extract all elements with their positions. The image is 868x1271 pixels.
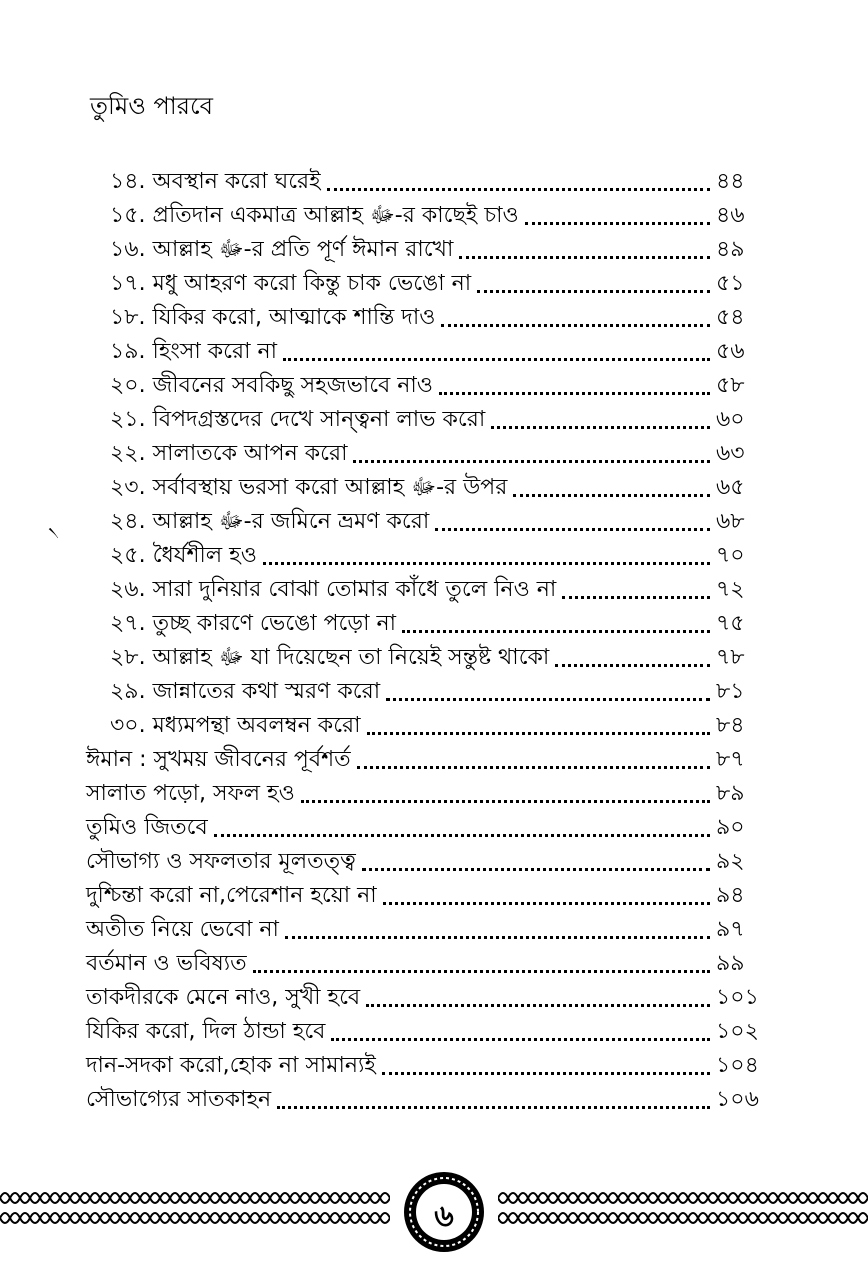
- dot-leader: [367, 732, 710, 735]
- toc-entry-title: ২৫. ধৈর্যশীল হও: [110, 543, 257, 568]
- dot-leader: [491, 426, 710, 429]
- toc-entry-title: ১৪. অবস্থান করো ঘরেই: [110, 169, 321, 194]
- toc-entry[interactable]: [0, 367, 868, 401]
- toc-entry[interactable]: [0, 809, 868, 843]
- margin-mark: ৲: [48, 516, 59, 537]
- toc-entry-page: ৬০: [716, 407, 745, 432]
- dot-leader: [263, 562, 710, 565]
- table-of-contents: [0, 163, 868, 1115]
- toc-entry-title: তাকদীরকে মেনে নাও, সুখী হবে: [86, 985, 361, 1010]
- toc-entry-title: ১৫. প্রতিদান একমাত্র আল্লাহ ﷻ-র কাছেই চাও: [110, 203, 519, 228]
- toc-entry-page: ৭৫: [716, 611, 745, 636]
- toc-entry[interactable]: [0, 537, 868, 571]
- dot-leader: [327, 188, 710, 191]
- toc-entry-page: ৯৪: [716, 883, 745, 908]
- toc-entry-title: ১৯. হিংসা করো না: [110, 339, 277, 364]
- toc-entry-page: ৮৪: [716, 713, 745, 738]
- toc-entry-title: অতীত নিয়ে ভেবো না: [86, 917, 279, 942]
- toc-entry-page: ১০৬: [716, 1087, 759, 1112]
- toc-entry[interactable]: [0, 877, 868, 911]
- toc-entry[interactable]: [0, 231, 868, 265]
- toc-entry-title: ২২. সালাতকে আপন করো: [110, 441, 348, 466]
- toc-entry-title: যিকির করো, দিল ঠান্ডা হবে: [86, 1019, 326, 1044]
- toc-entry-page: ৮৭: [716, 747, 745, 772]
- page-footer: [0, 1168, 868, 1240]
- toc-entry-page: ৪৬: [716, 203, 745, 228]
- toc-entry[interactable]: [0, 673, 868, 707]
- dot-leader: [214, 834, 710, 837]
- toc-entry-title: ২৭. তুচ্ছ কারণে ভেঙো পড়ো না: [110, 611, 396, 636]
- toc-entry[interactable]: [0, 741, 868, 775]
- toc-entry[interactable]: [0, 299, 868, 333]
- toc-entry[interactable]: [0, 401, 868, 435]
- toc-entry-title: ২৩. সর্বাবস্থায় ভরসা করো আল্লাহ ﷻ-র উপর: [110, 475, 508, 500]
- dot-leader: [283, 358, 710, 361]
- toc-entry-title: দান-সদকা করো,হোক না সামান্যই: [86, 1053, 376, 1078]
- toc-entry-title: ২০. জীবনের সবকিছু সহজভাবে নাও: [110, 373, 433, 398]
- dot-leader: [382, 1072, 710, 1075]
- toc-entry[interactable]: [0, 605, 868, 639]
- ornament-band-left: [0, 1188, 390, 1228]
- toc-entry-title: ৩০. মধ্যমপন্থা অবলম্বন করো: [110, 713, 361, 738]
- toc-entry-page: ১০১: [716, 985, 759, 1010]
- dot-leader: [525, 222, 710, 225]
- dot-leader: [386, 698, 710, 701]
- page-number: ৬: [434, 1199, 454, 1234]
- toc-entry-page: ৬৮: [716, 509, 745, 534]
- toc-entry-page: ৯৯: [716, 951, 745, 976]
- toc-entry-page: ৬৩: [716, 441, 745, 466]
- dot-leader: [357, 766, 710, 769]
- dot-leader: [253, 970, 710, 973]
- toc-entry[interactable]: [0, 265, 868, 299]
- toc-entry-title: ঈমান : সুখময় জীবনের পূর্বশর্ত: [86, 747, 351, 772]
- toc-entry-title: ২৮. আল্লাহ ﷻ যা দিয়েছেন তা নিয়েই সন্তুষ্ট থাকো: [110, 645, 550, 670]
- toc-entry-page: ৯২: [716, 849, 745, 874]
- toc-entry-title: সালাত পড়ো, সফল হও: [86, 781, 295, 806]
- toc-entry-page: ৬৫: [716, 475, 745, 500]
- toc-entry-title: সৌভাগ্য ও সফলতার মূলতত্ত্ব: [86, 849, 356, 874]
- toc-entry-title: ১৬. আল্লাহ ﷻ-র প্রতি পূর্ণ ঈমান রাখো: [110, 237, 454, 262]
- dot-leader: [285, 936, 710, 939]
- toc-entry-page: ৭৮: [716, 645, 745, 670]
- toc-entry-page: ৮৯: [716, 781, 745, 806]
- toc-entry-title: ২৬. সারা দুনিয়ার বোঝা তোমার কাঁধে তুলে নিও না: [110, 577, 557, 602]
- toc-entry[interactable]: [0, 435, 868, 469]
- toc-entry[interactable]: [0, 843, 868, 877]
- toc-entry[interactable]: [0, 503, 868, 537]
- page-header: তুমিও পারবে: [90, 92, 213, 120]
- dot-leader: [513, 494, 710, 497]
- toc-entry-title: ২১. বিপদগ্রস্তদের দেখে সান্ত্বনা লাভ করো: [110, 407, 486, 432]
- toc-entry[interactable]: [0, 979, 868, 1013]
- toc-entry[interactable]: [0, 571, 868, 605]
- toc-entry[interactable]: [0, 1047, 868, 1081]
- toc-entry[interactable]: [0, 1081, 868, 1115]
- toc-entry[interactable]: [0, 333, 868, 367]
- toc-entry-title: তুমিও জিতবে: [86, 815, 208, 840]
- dot-leader: [477, 290, 710, 293]
- toc-entry-page: ৪৯: [716, 237, 745, 262]
- toc-entry-title: বর্তমান ও ভবিষ্যত: [86, 951, 247, 976]
- toc-entry-page: ১০৪: [716, 1053, 759, 1078]
- toc-entry[interactable]: [0, 163, 868, 197]
- dot-leader: [435, 528, 710, 531]
- dot-leader: [441, 324, 710, 327]
- dot-leader: [439, 392, 710, 395]
- toc-entry-title: ২৯. জান্নাতের কথা স্মরণ করো: [110, 679, 381, 704]
- dot-leader: [562, 596, 710, 599]
- toc-entry[interactable]: [0, 197, 868, 231]
- toc-entry-page: ৪৪: [716, 169, 745, 194]
- toc-entry-title: দুশ্চিন্তা করো না,পেরেশান হয়ো না: [86, 883, 377, 908]
- dot-leader: [353, 460, 710, 463]
- toc-entry-title: সৌভাগ্যের সাতকাহন: [86, 1087, 272, 1112]
- toc-entry[interactable]: [0, 911, 868, 945]
- ornament-band-right: [498, 1188, 868, 1228]
- dot-leader: [402, 630, 710, 633]
- toc-entry-page: ৫৮: [716, 373, 745, 398]
- toc-entry-title: ১৭. মধু আহরণ করো কিন্তু চাক ভেঙো না: [110, 271, 472, 296]
- toc-entry-page: ৭২: [716, 577, 745, 602]
- page-number-badge: [396, 1168, 492, 1256]
- toc-entry-page: ৭০: [716, 543, 745, 568]
- toc-entry-page: ৮১: [716, 679, 745, 704]
- toc-entry[interactable]: [0, 775, 868, 809]
- dot-leader: [366, 1004, 710, 1007]
- dot-leader: [277, 1106, 710, 1109]
- toc-entry-page: ৫১: [716, 271, 745, 296]
- dot-leader: [331, 1038, 710, 1041]
- toc-entry-page: ৯৭: [716, 917, 745, 942]
- toc-entry[interactable]: [0, 945, 868, 979]
- toc-entry[interactable]: [0, 469, 868, 503]
- toc-entry[interactable]: [0, 707, 868, 741]
- dot-leader: [362, 868, 710, 871]
- dot-leader: [459, 256, 710, 259]
- toc-entry-page: ১০২: [716, 1019, 759, 1044]
- dot-leader: [555, 664, 710, 667]
- dot-leader: [301, 800, 710, 803]
- toc-entry-page: ৯০: [716, 815, 745, 840]
- toc-entry-title: ১৮. যিকির করো, আত্মাকে শান্তি দাও: [110, 305, 436, 330]
- dot-leader: [383, 902, 710, 905]
- toc-entry[interactable]: [0, 1013, 868, 1047]
- toc-entry-page: ৫৪: [716, 305, 745, 330]
- toc-entry-page: ৫৬: [716, 339, 745, 364]
- toc-entry-title: ২৪. আল্লাহ ﷻ-র জমিনে ভ্রমণ করো: [110, 509, 430, 534]
- toc-entry[interactable]: [0, 639, 868, 673]
